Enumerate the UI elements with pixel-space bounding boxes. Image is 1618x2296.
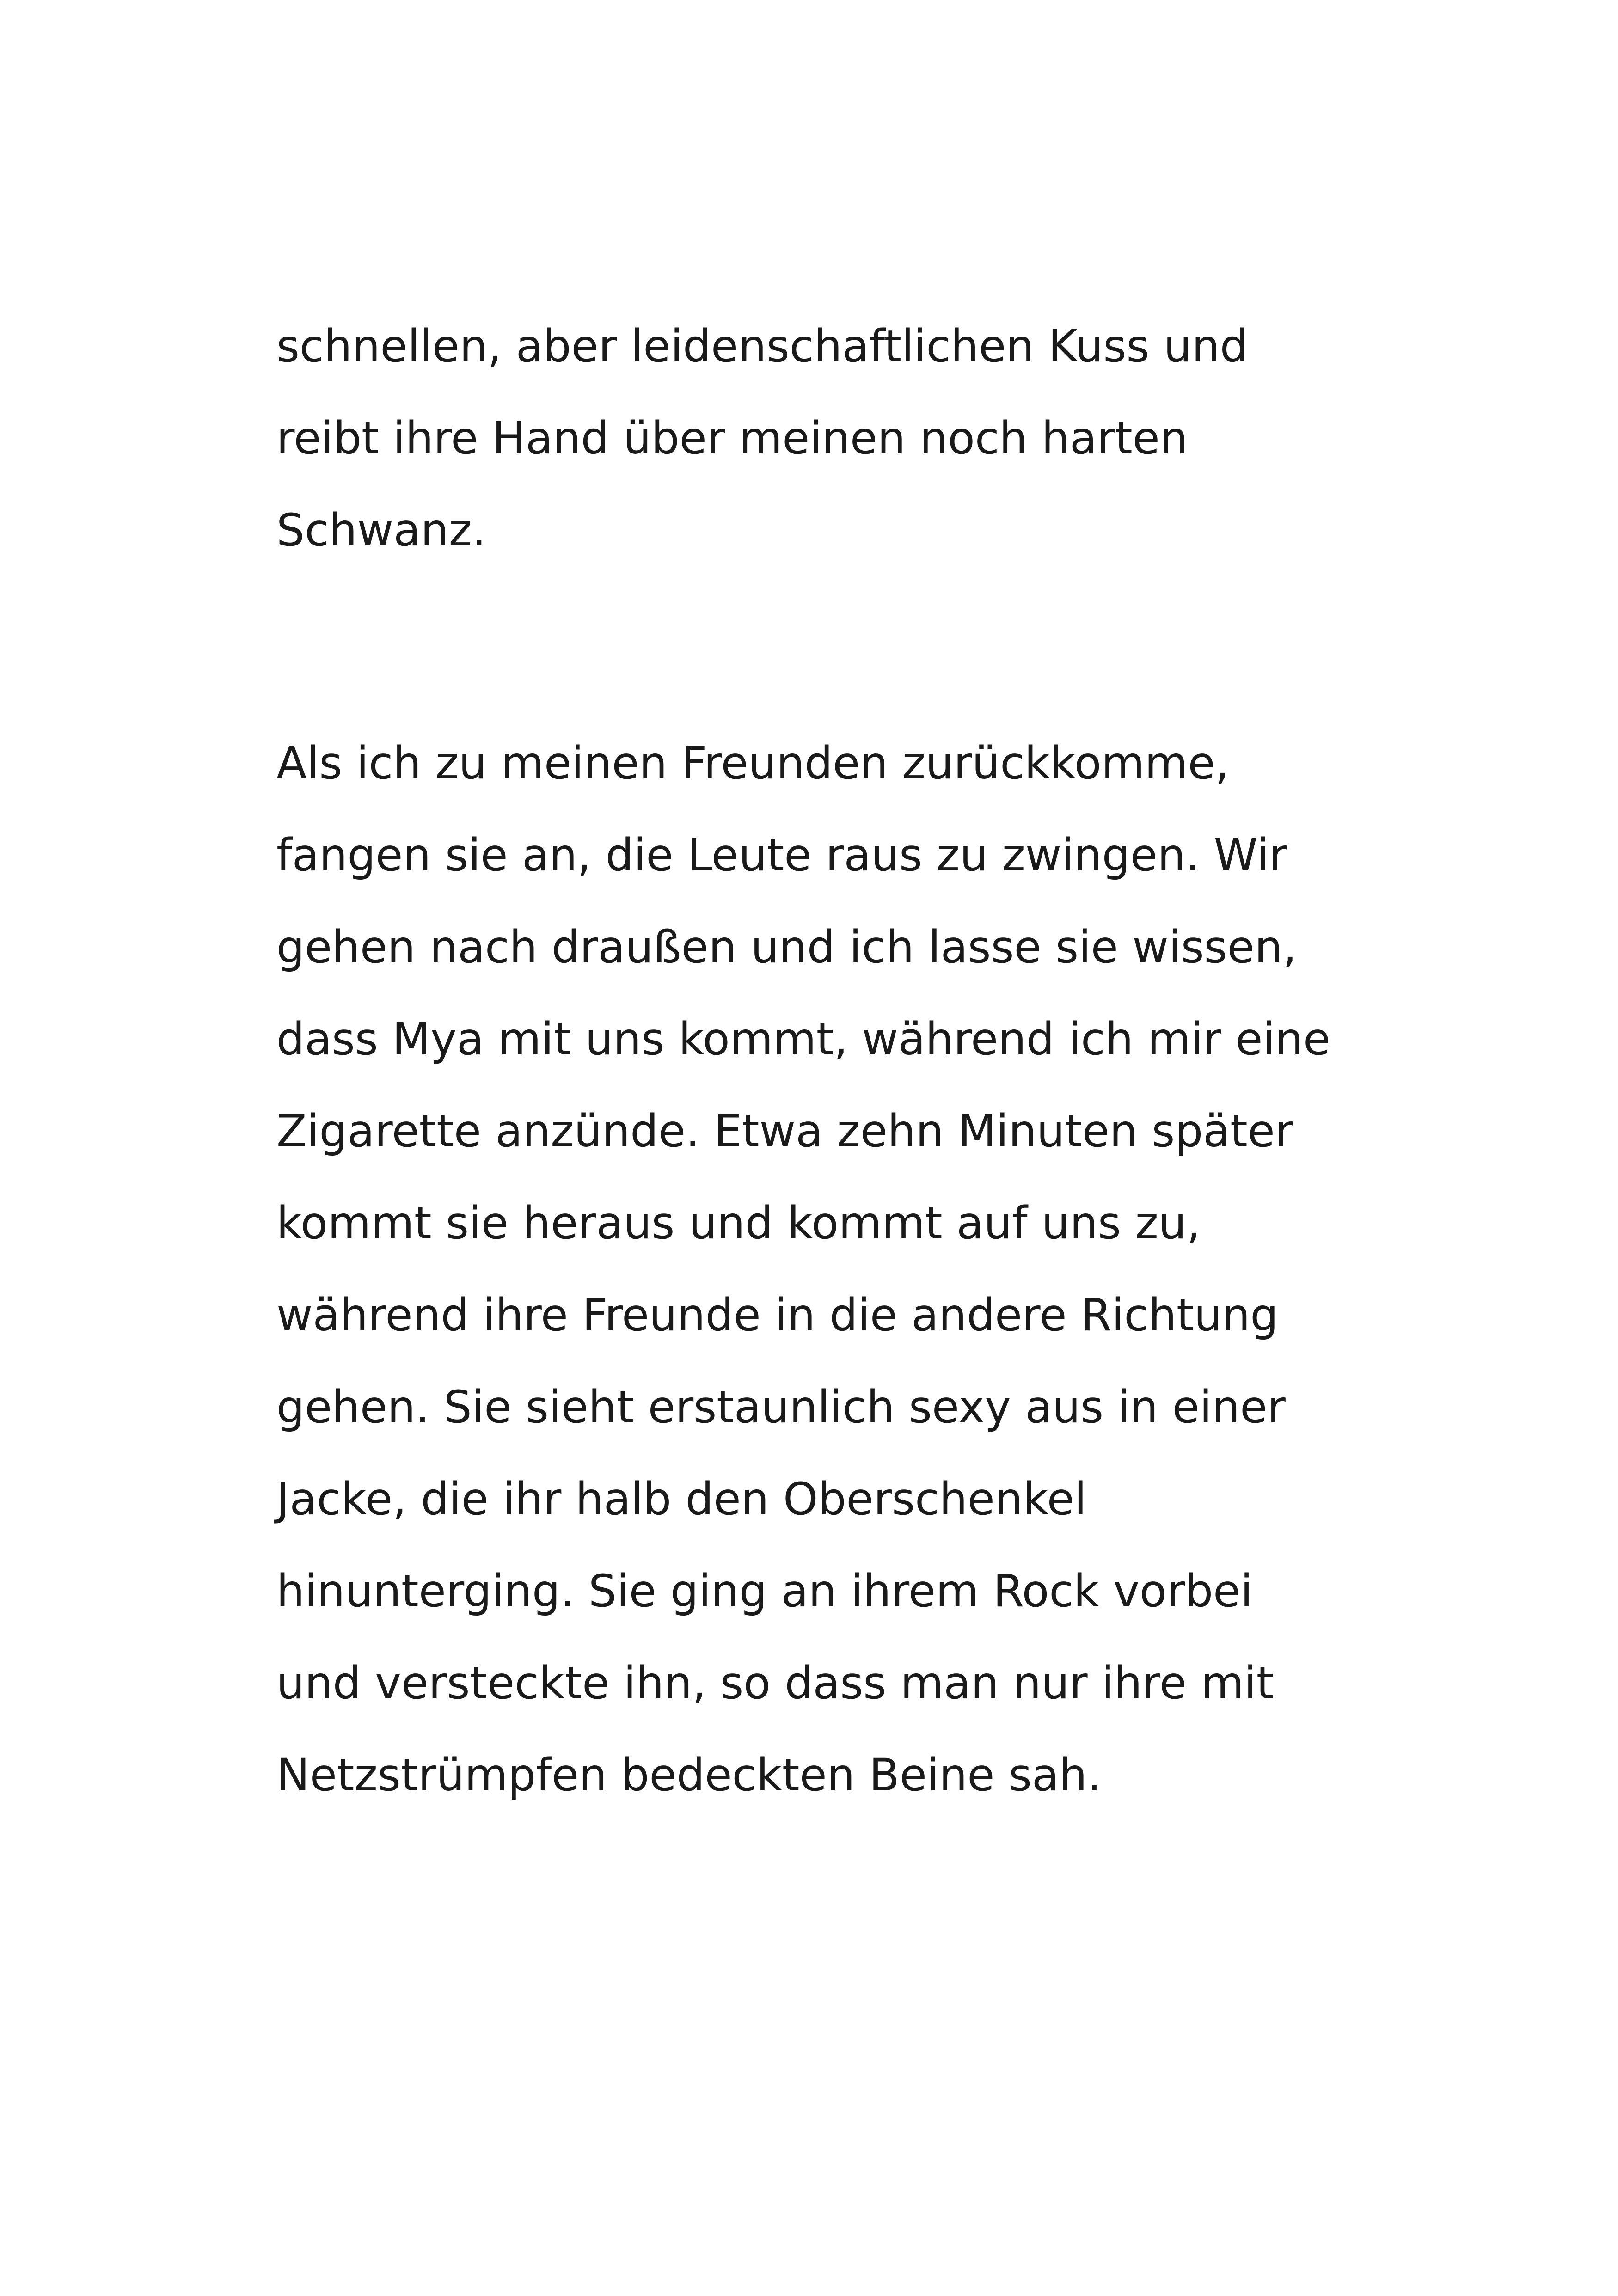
text-line: Jacke, die ihr halb den Oberschenkel [276,1473,1087,1525]
text-line: Als ich zu meinen Freunden zurückkomme, [276,737,1230,789]
text-line: hinunterging. Sie ging an ihrem Rock vorbei [276,1565,1253,1617]
text-line: fangen sie an, die Leute raus zu zwingen. Wir [276,829,1287,881]
text-line: gehen nach draußen und ich lasse sie wissen, [276,921,1297,973]
text-line: schnellen, aber leidenschaftlichen Kuss und [276,320,1248,372]
text-line: Schwanz. [276,504,486,556]
text-line: kommt sie heraus und kommt auf uns zu, [276,1197,1201,1249]
paragraph-2 [276,717,1363,1821]
text-line: und versteckte ihn, so dass man nur ihre mit [276,1657,1274,1709]
paragraph-1 [276,300,1363,576]
text-line: dass Mya mit uns kommt, während ich mir eine [276,1013,1330,1065]
text-line: Netzstrümpfen bedeckten Beine sah. [276,1749,1102,1801]
text-line: reibt ihre Hand über meinen noch harten [276,412,1188,464]
text-line: während ihre Freunde in die andere Richtung [276,1289,1279,1341]
text-line: Zigarette anzünde. Etwa zehn Minuten später [276,1105,1293,1157]
text-line: gehen. Sie sieht erstaunlich sexy aus in einer [276,1381,1286,1433]
